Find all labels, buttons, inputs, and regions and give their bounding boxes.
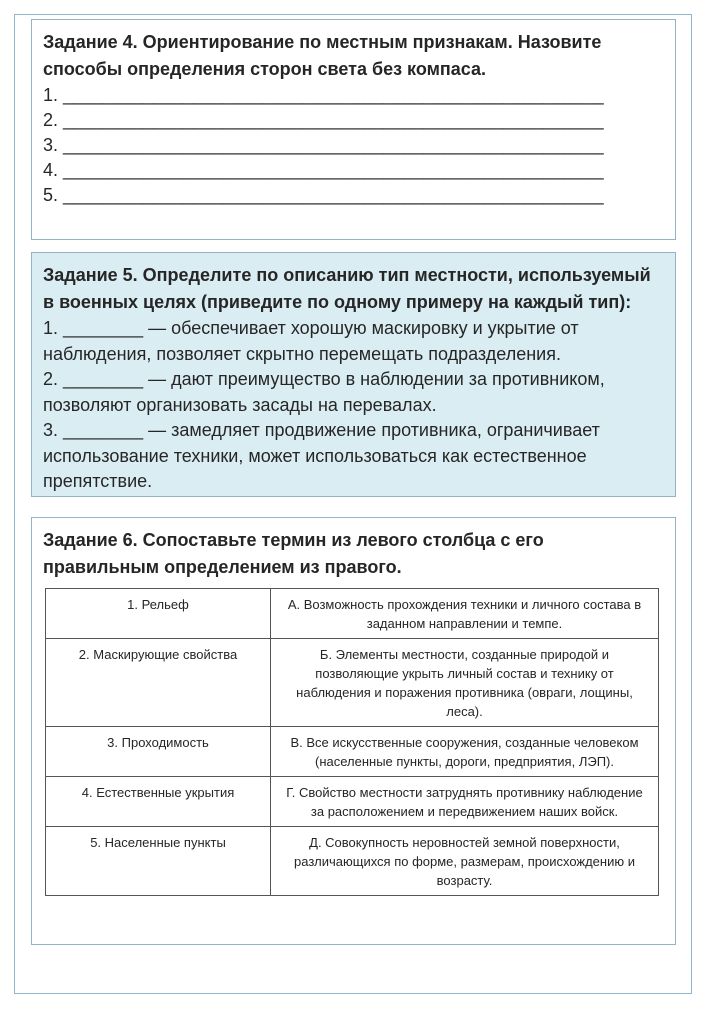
answer-line-2: 2. ______________________________________________________ [43, 110, 604, 130]
answer-line-5: 5. ______________________________________________________ [43, 185, 604, 205]
term-cell: 1. Рельеф [46, 589, 271, 639]
definition-cell: Г. Свойство местности затруднять противнику наблюдение за расположением и передвижением наших войск. [271, 777, 659, 827]
definition-cell: В. Все искусственные сооружения, созданные человеком (населенные пункты, дороги, предприятия, ЛЭП). [271, 727, 659, 777]
answer-line-4: 4. ______________________________________________________ [43, 160, 604, 180]
task-6-card [31, 517, 676, 945]
definition-cell: Б. Элементы местности, созданные природой и позволяющие укрыть личный состав и технику от наблюдения и поражения противника (овраги, лощины, леса). [271, 639, 659, 727]
answer-line-3: 3. ______________________________________________________ [43, 135, 604, 155]
definition-cell: Д. Совокупность неровностей земной поверхности, различающихся по форме, размерам, происхождению и возрасту. [271, 827, 659, 896]
matching-table [45, 588, 659, 896]
task-5-item-2: 2. ________ — дают преимущество в наблюдении за противником, позволяют организовать засады на перевалах. [43, 369, 605, 415]
task-5-item-1: 1. ________ — обеспечивает хорошую маскировку и укрытие от наблюдения, позволяет скрытно перемещать подразделения. [43, 318, 579, 364]
task-5-card [31, 252, 676, 497]
definition-cell: А. Возможность прохождения техники и личного состава в заданном направлении и темпе. [271, 589, 659, 639]
table-row [46, 827, 659, 896]
term-cell: 2. Маскирующие свойства [46, 639, 271, 727]
table-row [46, 727, 659, 777]
term-cell: 5. Населенные пункты [46, 827, 271, 896]
term-cell: 3. Проходимость [46, 727, 271, 777]
answer-line-1: 1. ______________________________________________________ [43, 85, 604, 105]
task-6-title: Задание 6. Сопоставьте термин из левого столбца с его правильным определением из правого. [43, 530, 544, 577]
table-row [46, 777, 659, 827]
term-cell: 4. Естественные укрытия [46, 777, 271, 827]
table-row [46, 639, 659, 727]
table-row [46, 589, 659, 639]
task-5-item-3: 3. ________ — замедляет продвижение противника, ограничивает использование техники, может использоваться как естественное препятствие. [43, 420, 600, 491]
task-5-title: Задание 5. Определите по описанию тип местности, используемый в военных целях (приведите по одному примеру на каждый тип): [43, 265, 651, 312]
task-4-card [31, 19, 676, 240]
task-4-title: Задание 4. Ориентирование по местным признакам. Назовите способы определения сторон света без компаса. [43, 32, 602, 79]
